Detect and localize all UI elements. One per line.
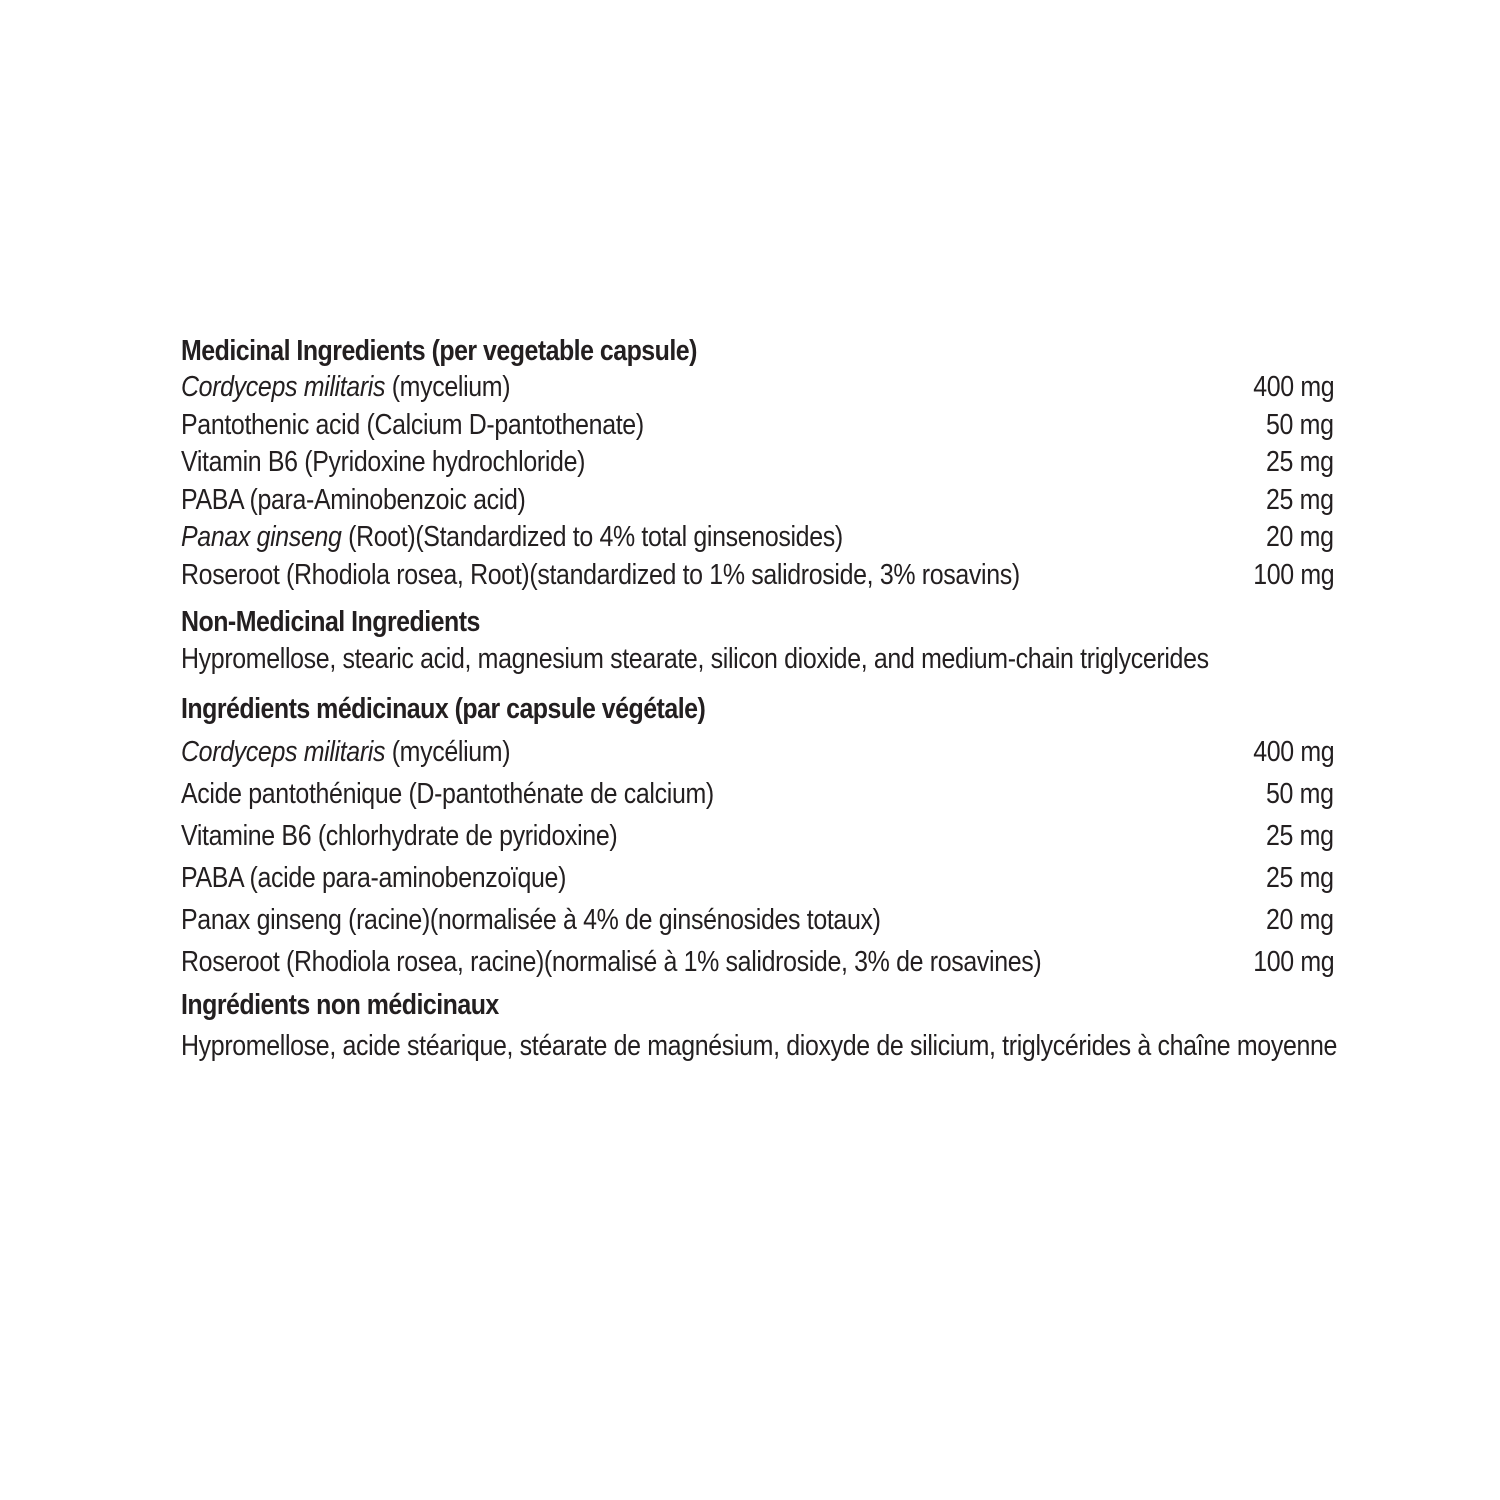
ingredient-name: Panax ginseng (racine)(normalisée à 4% de ginsénosides totaux) <box>181 904 881 936</box>
ingredient-row <box>181 519 1346 557</box>
ingredient-name: Cordyceps militaris (mycelium) <box>181 371 511 403</box>
ingredient-amount: 20 mg <box>1266 521 1334 553</box>
ingredient-row <box>181 369 1346 407</box>
ingredient-amount: 25 mg <box>1266 446 1334 478</box>
ingredient-amount: 50 mg <box>1266 778 1334 810</box>
ingredient-amount: 25 mg <box>1266 483 1334 516</box>
ingredient-amount: 400 mg <box>1252 736 1334 768</box>
ingredient-name: Pantothenic acid (Calcium D-pantothenate) <box>181 408 644 441</box>
ingredient-amount: 400 mg <box>1252 371 1334 403</box>
medicinal-ingredients-heading-en: Medicinal Ingredients (per vegetable capsule) <box>181 335 697 367</box>
ingredient-amount: 50 mg <box>1266 408 1334 441</box>
ingredients-panel <box>181 333 1346 1066</box>
ingredient-row <box>181 773 1346 815</box>
ingredient-row <box>181 444 1346 482</box>
ingredient-name: PABA (para-Aminobenzoic acid) <box>181 483 526 516</box>
ingredient-name: PABA (acide para-aminobenzoïque) <box>181 862 567 894</box>
ingredient-amount: 100 mg <box>1252 558 1334 591</box>
non-medicinal-ingredients-heading-en: Non-Medicinal Ingredients <box>181 606 480 638</box>
ingredient-name: Panax ginseng (Root)(Standardized to 4% total ginsenosides) <box>181 521 843 553</box>
ingredient-row <box>181 941 1346 983</box>
ingredient-amount: 100 mg <box>1252 946 1334 978</box>
medicinal-ingredients-heading-fr: Ingrédients médicinaux (par capsule végétale) <box>181 693 706 725</box>
ingredient-name: Roseroot (Rhodiola rosea, racine)(normalisé à 1% salidroside, 3% de rosavines) <box>181 946 1042 978</box>
ingredient-name: Cordyceps militaris (mycélium) <box>181 736 511 768</box>
ingredient-row <box>181 557 1346 595</box>
ingredient-row <box>181 899 1346 941</box>
ingredient-name: Vitamin B6 (Pyridoxine hydrochloride) <box>181 446 586 478</box>
ingredient-amount: 20 mg <box>1266 904 1334 936</box>
non-medicinal-ingredients-heading-fr: Ingrédients non médicinaux <box>181 989 499 1021</box>
ingredient-row <box>181 815 1346 857</box>
non-medicinal-ingredients-text-fr: Hypromellose, acide stéarique, stéarate de magnésium, dioxyde de silicium, triglycérides à chaîne moyenne <box>181 1030 1338 1062</box>
ingredient-row <box>181 731 1346 773</box>
ingredient-name: Vitamine B6 (chlorhydrate de pyridoxine) <box>181 820 618 852</box>
ingredient-row <box>181 407 1346 445</box>
ingredient-row <box>181 482 1346 520</box>
ingredient-amount: 25 mg <box>1266 862 1334 894</box>
ingredient-name: Acide pantothénique (D-pantothénate de calcium) <box>181 778 714 810</box>
ingredient-row <box>181 857 1346 899</box>
ingredient-name: Roseroot (Rhodiola rosea, Root)(standardized to 1% salidroside, 3% rosavins) <box>181 558 1020 591</box>
ingredient-amount: 25 mg <box>1266 820 1334 852</box>
non-medicinal-ingredients-text-en: Hypromellose, stearic acid, magnesium stearate, silicon dioxide, and medium-chain triglycerides <box>181 643 1209 675</box>
